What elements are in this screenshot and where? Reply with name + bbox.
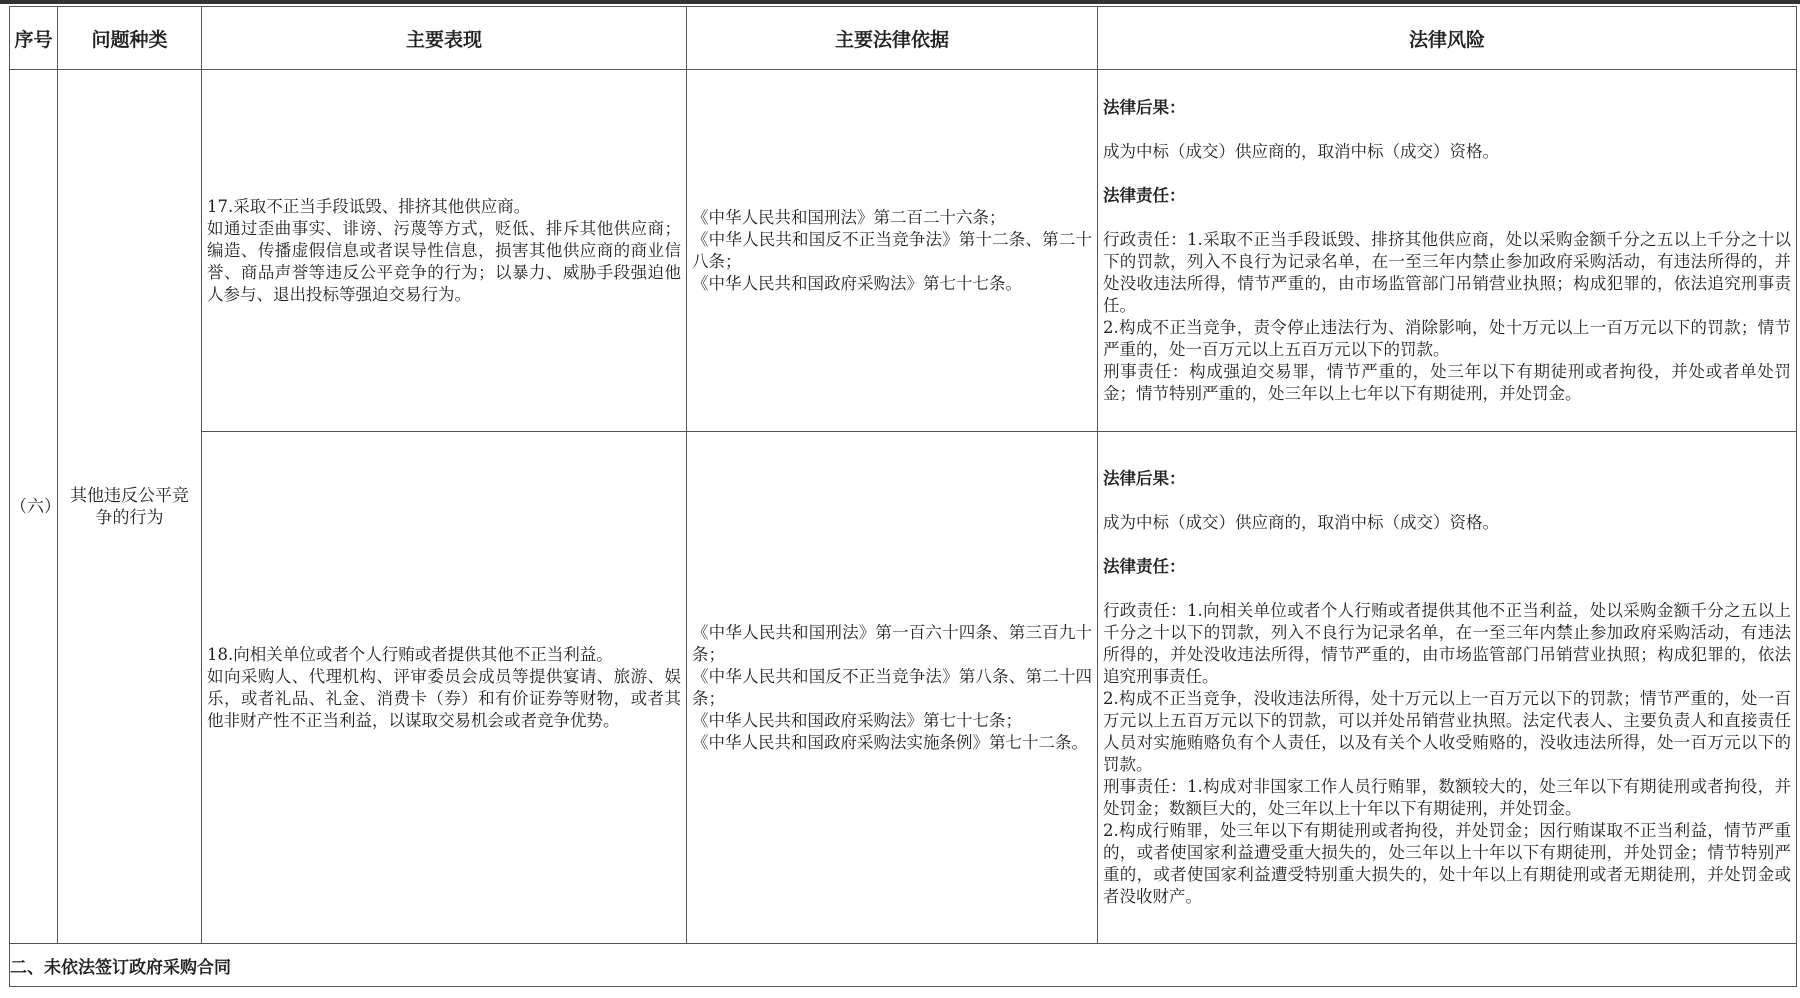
table-row [10, 70, 1797, 432]
risk-consequence-label: 法律后果： [1103, 97, 1186, 117]
risk-liability-label: 法律责任： [1103, 556, 1186, 576]
group-seq: （六） [10, 496, 61, 517]
manifestation-text: 17.采取不正当手段诋毁、排挤其他供应商。 如通过歪曲事实、诽谤、污蔑等方式，贬低、排斥其他供应商；编造、传播虚假信息或者误导性信息，损害其他供应商的商业信誉、商品声誉等违反公平竞争的行为；以暴力、威胁手段强迫他人参与、退出投标等强迫交易行为。 [207, 196, 681, 304]
section-row [10, 944, 1797, 987]
risk-consequence-label: 法律后果： [1103, 468, 1186, 488]
header-seq: 序号 [10, 7, 58, 70]
manifestation-cell [202, 70, 687, 432]
legal-risk-cell [1098, 432, 1797, 944]
risk-consequence-text: 成为中标（成交）供应商的，取消中标（成交）资格。 [1103, 141, 1499, 161]
legal-basis-text: 《中华人民共和国刑法》第二百二十六条； 《中华人民共和国反不正当竞争法》第十二条、第二十八条； 《中华人民共和国政府采购法》第七十七条。 [692, 207, 1092, 293]
risk-liability-text: 行政责任：1.采取不正当手段诋毁、排挤其他供应商，处以采购金额千分之五以上千分之十以下的罚款，列入不良行为记录名单，在一至三年内禁止参加政府采购活动，有违法所得的，并处没收违法所得，情节严重的，由市场监管部门吊销营业执照；构成犯罪的，依法追究刑事责任。 2.构成不正当竞争，责令停止违法行为、消除影响，处十万元以上一百万元以下的罚款；情节严重的，处一百万元以上五百万元以下的罚款。 刑事责任：构成强迫交易罪，情节严重的，处三年以下有期徒刑或者拘役，并处或者单处罚金；情节特别严重的，处三年以上七年以下有期徒刑，并处罚金。 [1103, 229, 1791, 403]
header-category: 问题种类 [58, 7, 202, 70]
risk-liability-text: 行政责任：1.向相关单位或者个人行贿或者提供其他不正当利益，处以采购金额千分之五以上千分之十以下的罚款，列入不良行为记录名单，在一至三年内禁止参加政府采购活动，有违法所得的，并处没收违法所得，情节严重的，由市场监管部门吊销营业执照；构成犯罪的，依法追究刑事责任。 2.构成不正当竞争，没收违法所得，处十万元以上一百万元以下的罚款；情节严重的，处一百万元以上五百万元以下的罚款，可以并处吊销营业执照。法定代表人、主要负责人和直接责任人员对实施贿赂负有个人责任，以及有关个人收受贿赂的，没收违法所得，处一百万元以下的罚款。 刑事责任：1.构成对非国家工作人员行贿罪，数额较大的，处三年以下有期徒刑或者拘役，并处罚金；数额巨大的，处三年以上十年以下有期徒刑，并处罚金。 2.构成行贿罪，处三年以下有期徒刑或者拘役，并处罚金；因行贿谋取不正当利益，情节严重的，或者使国家利益遭受重大损失的，处三年以上十年以下有期徒刑，并处罚金；情节特别严重的，或者使国家利益遭受特别重大损失的，处十年以上有期徒刑或者无期徒刑，并处罚金或者没收财产。 [1103, 600, 1791, 906]
legal-risk-cell [1098, 70, 1797, 432]
header-row [10, 7, 1797, 70]
group-category-cell [58, 70, 202, 944]
legal-basis-text: 《中华人民共和国刑法》第一百六十四条、第三百九十条； 《中华人民共和国反不正当竞争法》第八条、第二十四条； 《中华人民共和国政府采购法》第七十七条； 《中华人民共和国政府采购法实施条例》第七十二条。 [692, 622, 1092, 752]
risk-liability-label: 法律责任： [1103, 185, 1186, 205]
header-legal-risk: 法律风险 [1098, 7, 1797, 70]
table-row [10, 432, 1797, 944]
header-manifestation: 主要表现 [202, 7, 687, 70]
group-category: 其他违反公平竞争的行为 [70, 485, 189, 528]
section-heading: 二、未依法签订政府采购合同 [10, 944, 1797, 987]
manifestation-text: 18.向相关单位或者个人行贿或者提供其他不正当利益。 如向采购人、代理机构、评审委员会成员等提供宴请、旅游、娱乐，或者礼品、礼金、消费卡（券）和有价证券等财物，或者其他非财产性不正当利益，以谋取交易机会或者竞争优势。 [207, 644, 681, 730]
header-legal-basis: 主要法律依据 [687, 7, 1098, 70]
legal-basis-cell [687, 432, 1098, 944]
group-seq-cell [10, 70, 61, 944]
risk-consequence-text: 成为中标（成交）供应商的，取消中标（成交）资格。 [1103, 512, 1499, 532]
legal-risk-table [9, 6, 1797, 987]
top-rule [0, 0, 1800, 4]
manifestation-cell [202, 432, 687, 944]
legal-basis-cell [687, 70, 1098, 432]
